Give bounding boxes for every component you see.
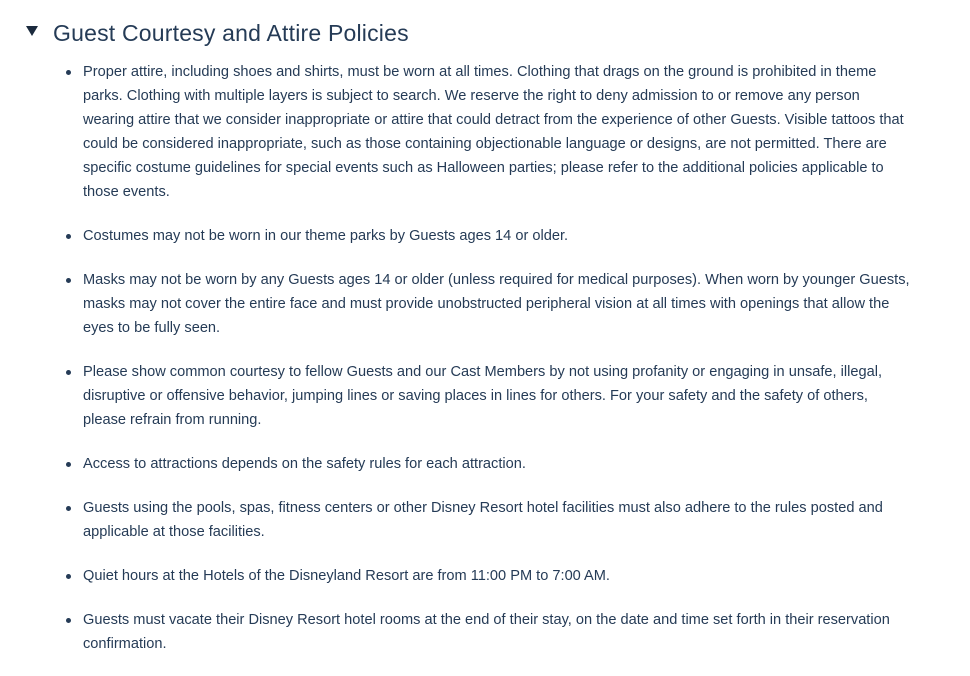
bullet-icon xyxy=(66,462,71,467)
list-item xyxy=(64,452,914,476)
list-item-text: Quiet hours at the Hotels of the Disneyland Resort are from 11:00 PM to 7:00 AM. xyxy=(83,568,610,584)
bullet-icon xyxy=(66,618,71,623)
list-item-text: Access to attractions depends on the safety rules for each attraction. xyxy=(83,456,526,472)
policy-list xyxy=(64,60,914,676)
bullet-icon xyxy=(66,70,71,75)
list-item-text: Costumes may not be worn in our theme parks by Guests ages 14 or older. xyxy=(83,228,569,244)
bullet-icon xyxy=(66,370,71,375)
list-item xyxy=(64,60,914,204)
list-item-text: Proper attire, including shoes and shirts, must be worn at all times. Clothing that drags on the ground is prohibited in theme parks. Clothing with multiple layers is subject to search. We reserve the right to deny admission to or remove any person wearing attire that we consider inappropriate or attire that could detract from the experience of other Guests. Visible tattoos that could be considered inappropriate, such as those containing objectionable language or designs, are not permitted. There are specific costume guidelines for special events such as Halloween parties; please refer to the additional policies applicable to those events. xyxy=(83,64,904,200)
list-item xyxy=(64,224,914,248)
caret-down-icon[interactable] xyxy=(26,26,38,36)
list-item-text: Guests using the pools, spas, fitness centers or other Disney Resort hotel facilities must also adhere to the rules posted and applicable at those facilities. xyxy=(83,500,883,540)
list-item xyxy=(64,360,914,432)
bullet-icon xyxy=(66,278,71,283)
list-item-text: Please show common courtesy to fellow Guests and our Cast Members by not using profanity or engaging in unsafe, illegal, disruptive or offensive behavior, jumping lines or saving places in lines for others. For your safety and the safety of others, please refrain from running. xyxy=(83,364,883,428)
bullet-icon xyxy=(66,234,71,239)
section-toggle[interactable] xyxy=(26,18,409,48)
bullet-icon xyxy=(66,506,71,511)
list-item xyxy=(64,496,914,544)
section-title: Guest Courtesy and Attire Policies xyxy=(53,20,409,46)
list-item-text: Guests must vacate their Disney Resort hotel rooms at the end of their stay, on the date and time set forth in their reservation confirmation. xyxy=(83,612,890,652)
list-item xyxy=(64,268,914,340)
bullet-icon xyxy=(66,574,71,579)
list-item xyxy=(64,608,914,656)
list-item-text: Masks may not be worn by any Guests ages 14 or older (unless required for medical purposes). When worn by younger Guests, masks may not cover the entire face and must provide unobstructed peripheral vision at all times with openings that allow the eyes to be fully seen. xyxy=(83,272,910,336)
list-item xyxy=(64,564,914,588)
